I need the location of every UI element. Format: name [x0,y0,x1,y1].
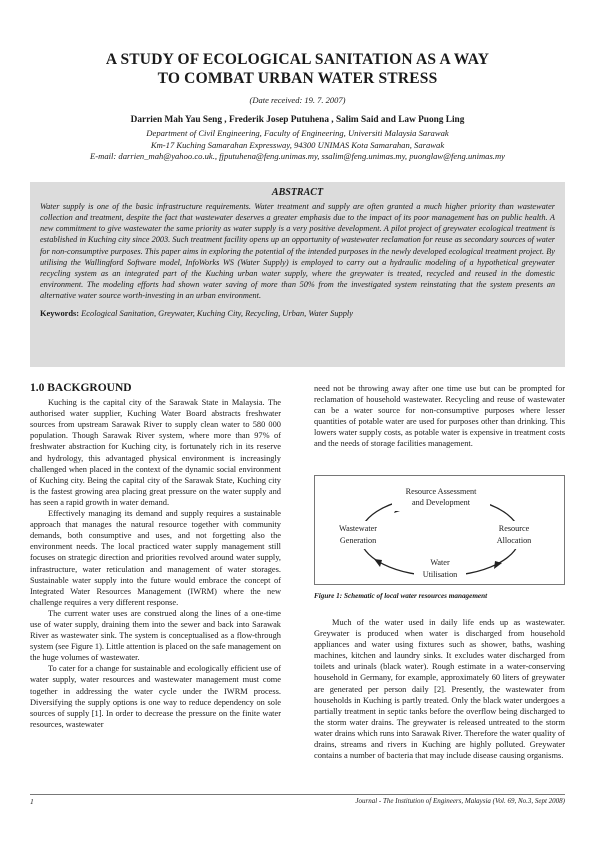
affiliation-address: Km-17 Kuching Samarahan Expressway, 94300 UNIMAS Kota Samarahan, Sarawak [150,139,445,150]
right-column-top [314,383,565,450]
node-label-left-1: Wastewater [339,524,377,533]
affiliation-department: Department of Civil Engineering, Faculty of Engineering, Universiti Malaysia Sarawak [146,128,449,138]
figure-1 [314,475,565,585]
section-heading-background: 1.0 BACKGROUND [30,382,132,394]
journal-citation: Journal - The Institution of Engineers, Malaysia (Vol. 69, No.3, Sept 2008) [355,797,565,805]
author-emails: E-mail: darrien_mah@yahoo.co.uk., fjputuhena@feng.unimas.my, ssalim@feng.unimas.my, puonglaw@feng.unimas.my [90,151,505,162]
left-column [30,383,281,730]
body-paragraph: need not be throwing away after one time use but can be prompted for reclamation of household wastewater. Recycling and reuse of wastewater can be a water source for non-consumptive purposes where lesser quantities of potable water are used for purposes other than drinking. This lowers water supply costs, as potable water is expensive in treatment costs and the needs of storage facilities management. [314,384,565,449]
node-label-top-1: Resource Assessment [405,487,477,496]
body-paragraph: Kuching is the capital city of the Sarawak State in Malaysia. The authorised water supplier, Kuching Water Board abstracts freshwater sources from upstream Sarawak River to supply clean water to 580 000 population. Though Sarawak River system, where more than 97% of freshwater abstraction for Kuching city, is fortunately rich in its reserve and hydrology, this advantaged physical environment is increasingly challenged when placed in the context of the dynamic social environment of Kuching city. Being the capital city of the Sarawak State, Kuching city is the fastest growing area placing great pressure on the water supply and has seen a rapid growth in water demand. [30,398,281,507]
figure-caption: Figure 1: Schematic of local water resources management [314,592,488,600]
paper-title [40,50,555,88]
keywords-line [40,309,555,318]
node-label-top-2: and Development [412,498,470,507]
body-paragraph: The current water uses are construed along the lines of a one-time use of water supply, draining them into the sewer and back into Sarawak River as wastewater sink. The system is conceptualised as a flow-through system (see Figure 1). Little attention is placed on the safe management on the huge volumes of wastewater. [30,608,281,663]
node-label-right-2: Allocation [496,536,532,545]
title-line-1: A STUDY OF ECOLOGICAL SANITATION AS A WAY [105,51,490,68]
abstract-text: Water supply is one of the basic infrastructure requirements. Water treatment and supply are often granted a much higher priority than wastewater collection and treatment, despite the fact that wastewater deserves a greater emphasis due to the impact of its poor management has on public health. A new commitment to give wastewater the same priority as water supply is a very positive development. A pilot project of greywater ecological treatment is established in Kuching city since 2003. Such treatment facility opens up an opportunity of wastewater reclamation for reuse as secondary sources of water for non-consumptive purposes. This paper aims in exploring the potential of the intended purposes in the newly developed ecological treatment project. By utilising the Wallingford Software model, InfoWorks WS (Water Supply) is employed to carry out a hydraulic modeling of a hypothetical greywater recycling system as an integrated part of the Kuching urban water supply, where the greywater is treated, recycled and reused in the domestic environment. The modeling efforts had shown water saving of more than 50% from the investigated system reinstating that the system presents an alternative water source worth-investing in an urban environment. [40,202,555,301]
body-paragraph: Much of the water used in daily life ends up as wastewater. Greywater is produced when water is discharged from household appliances and water using fixtures such as shower, baths, washing machines, kitchen and laundry sinks. It excludes water discharged from toilets and urinals (black water). Rough estimate in a water-conserving household in Germany, for example, approximately 60 liters of greywater are generated per person daily [2]. Presently, the wastewater from households in Kuching is partly treated. Only the black water undergoes a partially treatment in septic tanks before the overflow being discharged to the storm water drains. The greywater is released untreated to the storm water drains which runs into Sarawak River. Therefore the water quality of drains, streams and rivers in Kuching are highly polluted. Greywater contains a number of bacteria that may include disease causing organisms. [314,618,566,761]
arrow-head-bottom-left [374,559,382,567]
date-received: (Date received: 19. 7. 2007) [249,95,346,105]
node-label-left-2: Generation [339,536,377,545]
node-label-bottom-2: Utilisation [422,570,458,579]
affiliation-block [40,128,555,163]
author-list: Darrien Mah Yau Seng , Frederik Josep Putuhena , Salim Said and Law Puong Ling [130,115,465,125]
node-label-right-1: Resource [498,524,530,533]
abstract-box [30,182,565,367]
abstract-heading: ABSTRACT [271,187,324,198]
title-line-2: TO COMBAT URBAN WATER STRESS [157,70,438,87]
keywords-list: Ecological Sanitation, Greywater, Kuching City, Recycling, Urban, Water Supply [81,309,353,319]
body-paragraph: Effectively managing its demand and supply requires a sustainable approach that manages the natural resource together with community demands, both consumptive and uses, and not forgetting also the environment needs. The local practiced water supply management still focuses on strategic direction and priorities revolved around water supply, infrastructure, water reticulation and management of water storages. Sustainable water supply into the future would embrace the concept of Integrated Water Resources Management (IWRM) where the new challenge requires a very different response. [30,509,281,607]
water-cycle-diagram [314,475,565,585]
footer-divider [30,794,565,795]
right-column-bottom [314,617,565,761]
page-number: 1 [30,797,34,806]
keywords-label: Keywords: [40,309,80,319]
node-label-bottom-1: Water [430,558,450,567]
body-paragraph: To cater for a change for sustainable and ecologically efficient use of water supply, water resources and wastewater management must come together in addressing the water cycle under the IWRM process. Diversifying the supply options is one way to reduce dependency on sole sources of supply [1]. In order to decrease the pressure on the finite water resources, wastewater [30,664,281,729]
